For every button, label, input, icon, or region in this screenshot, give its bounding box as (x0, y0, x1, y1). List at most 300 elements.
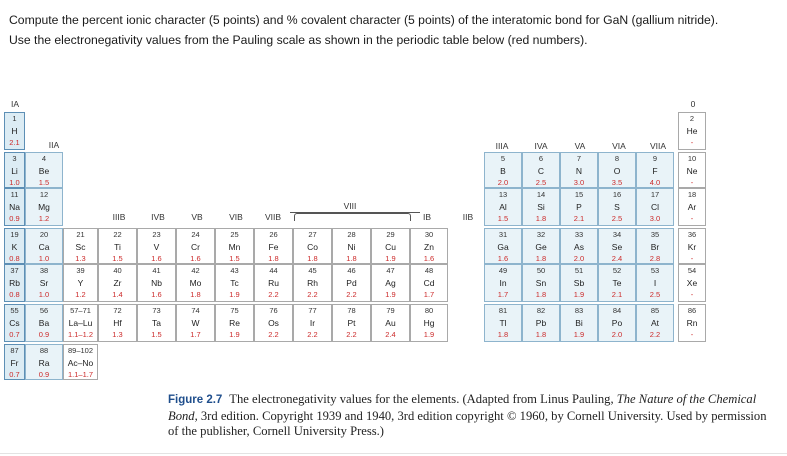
element-cell-ar (678, 188, 706, 226)
electronegativity-value: 1.7 (423, 290, 435, 299)
atomic-number: 29 (386, 230, 395, 239)
element-cell-sc (63, 228, 98, 264)
element-symbol: P (576, 202, 582, 212)
element-cell-li (4, 152, 25, 188)
atomic-number: 87 (10, 346, 19, 355)
element-symbol: Ta (152, 318, 161, 328)
electronegativity-value: 1.8 (535, 214, 547, 223)
electronegativity-value: 2.2 (268, 290, 279, 299)
element-cell-hg (410, 304, 448, 342)
electronegativity-value: 1.7 (497, 290, 509, 299)
element-symbol: La–Lu (68, 318, 93, 328)
element-symbol: F (652, 166, 658, 176)
electronegativity-value: 2.0 (611, 330, 623, 339)
group-label-iib: IIB (462, 212, 474, 222)
atomic-number: 43 (230, 266, 239, 275)
element-cell-k (4, 228, 25, 264)
element-symbol: Ac–No (67, 358, 94, 368)
atomic-number: 46 (347, 266, 356, 275)
group-label-0: 0 (690, 99, 696, 109)
element-symbol: Ge (535, 242, 547, 252)
element-cell-se (598, 228, 636, 264)
element-symbol: Mn (228, 242, 241, 252)
element-symbol: Nb (151, 278, 162, 288)
element-symbol: Li (11, 166, 18, 176)
electronegativity-value: 1.8 (268, 254, 279, 263)
element-cell-nb (137, 264, 176, 302)
element-cell-ca (25, 228, 63, 264)
electronegativity-value: 0.8 (9, 254, 20, 263)
atomic-number: 33 (574, 230, 584, 239)
element-cell-v (137, 228, 176, 264)
element-symbol: Ca (38, 242, 50, 252)
electronegativity-value: 3.5 (611, 178, 623, 187)
atomic-number: 38 (39, 266, 49, 275)
element-symbol: Mo (189, 278, 202, 288)
figure-label: Figure 2.7 (168, 394, 223, 406)
viii-bracket (294, 213, 411, 221)
element-symbol: Os (268, 318, 279, 328)
element-cell-pd (332, 264, 371, 302)
electronegativity-value: 2.2 (346, 330, 357, 339)
element-symbol: Ga (497, 242, 509, 252)
atomic-number: 5 (500, 154, 506, 163)
atomic-number: 39 (76, 266, 85, 275)
element-cell-b (484, 152, 522, 188)
atomic-number: 13 (498, 190, 508, 199)
atomic-number: 17 (650, 190, 660, 199)
atomic-number: 9 (652, 154, 658, 163)
electronegativity-value: 1.5 (112, 254, 123, 263)
group-label-iiia: IIIA (495, 141, 509, 151)
electronegativity-value: 2.5 (611, 214, 623, 223)
element-cell-ne (678, 152, 706, 188)
atomic-number: 89–102 (67, 346, 94, 355)
element-cell-ge (522, 228, 560, 264)
atomic-number: 40 (113, 266, 122, 275)
element-cell-he (678, 112, 706, 150)
question-line-2: Use the electronegativity values from the Pauling scale as shown in the periodic table below (red numbers). (9, 33, 588, 47)
electronegativity-value: 1.9 (423, 330, 435, 339)
element-symbol: Fr (10, 358, 19, 368)
element-cell-kr (678, 228, 706, 264)
element-symbol: Ag (385, 278, 396, 288)
electronegativity-value: 1.9 (573, 290, 585, 299)
element-symbol: Ru (268, 278, 279, 288)
element-symbol: I (653, 278, 657, 288)
electronegativity-value: 1.5 (497, 214, 509, 223)
atomic-number: 75 (230, 306, 239, 315)
atomic-number: 19 (10, 230, 19, 239)
electronegativity-value: 2.0 (573, 254, 585, 263)
element-symbol: K (11, 242, 18, 252)
electronegativity-value: 1.0 (38, 254, 50, 263)
element-cell-sn (522, 264, 560, 302)
element-cell-i (636, 264, 674, 302)
atomic-number: 50 (536, 266, 546, 275)
atomic-number: 6 (538, 154, 544, 163)
element-cell-rn (678, 304, 706, 342)
atomic-number: 47 (386, 266, 395, 275)
atomic-number: 18 (687, 190, 697, 199)
atomic-number: 76 (269, 306, 278, 315)
atomic-number: 26 (269, 230, 278, 239)
electronegativity-value: 0.7 (9, 370, 20, 379)
electronegativity-value: 0.9 (38, 370, 50, 379)
atomic-number: 57–71 (70, 306, 91, 315)
electronegativity-value: 3.0 (649, 214, 661, 223)
element-cell-w (176, 304, 215, 342)
atomic-number: 31 (498, 230, 508, 239)
electronegativity-value: 2.5 (649, 290, 661, 299)
electronegativity-value: 2.1 (9, 138, 20, 147)
electronegativity-value: 1.1–1.7 (67, 370, 94, 379)
element-symbol: Ir (309, 318, 316, 328)
element-symbol: Ar (687, 202, 697, 212)
electronegativity-value: 1.4 (112, 290, 123, 299)
electronegativity-value: 2.4 (611, 254, 623, 263)
atomic-number: 54 (687, 266, 697, 275)
electronegativity-value: 0.9 (38, 330, 50, 339)
electronegativity-value: 2.8 (649, 254, 661, 263)
electronegativity-value: 1.9 (385, 254, 396, 263)
element-symbol: Al (499, 202, 507, 212)
atomic-number: 28 (347, 230, 356, 239)
element-symbol: Cs (9, 318, 20, 328)
electronegativity-value: 1.6 (190, 254, 201, 263)
element-cell-mg (25, 188, 63, 226)
question-line-1: Compute the percent ionic character (5 points) and % covalent character (5 points) of the interatomic bond for GaN (gallium nitride). (9, 13, 719, 27)
element-cell-mn (215, 228, 254, 264)
group-label-va: VA (574, 141, 586, 151)
element-cell-fe (254, 228, 293, 264)
element-symbol: Po (611, 318, 623, 328)
element-cell-xe (678, 264, 706, 302)
element-cell-bi (560, 304, 598, 342)
electronegativity-value: 1.8 (535, 290, 547, 299)
group-label-iiib: IIIB (112, 212, 126, 222)
atomic-number: 24 (191, 230, 200, 239)
atomic-number: 1 (12, 114, 17, 123)
element-cell-cu (371, 228, 410, 264)
atomic-number: 52 (612, 266, 622, 275)
atomic-number: 45 (308, 266, 317, 275)
caption-text-a: The electronegativity values for the elements. (Adapted from Linus Pauling, (229, 392, 617, 406)
element-symbol: Si (537, 202, 545, 212)
atomic-number: 10 (687, 154, 697, 163)
element-cell-po (598, 304, 636, 342)
element-symbol: Sn (535, 278, 547, 288)
element-cell-te (598, 264, 636, 302)
electronegativity-value: 1.5 (38, 178, 50, 187)
element-cell-ir (293, 304, 332, 342)
element-symbol: Ne (686, 166, 698, 176)
electronegativity-value: 1.0 (9, 178, 20, 187)
element-symbol: At (650, 318, 660, 328)
element-symbol: N (575, 166, 583, 176)
atomic-number: 34 (612, 230, 622, 239)
element-symbol: Y (77, 278, 84, 288)
element-symbol: Tc (230, 278, 239, 288)
atomic-number: 84 (612, 306, 622, 315)
element-cell-as (560, 228, 598, 264)
electronegativity-value: - (690, 330, 694, 339)
element-symbol: Co (307, 242, 318, 252)
element-cell-ta (137, 304, 176, 342)
atomic-number: 27 (308, 230, 317, 239)
atomic-number: 25 (230, 230, 239, 239)
group-label-ib: IB (422, 212, 432, 222)
element-cell-tc (215, 264, 254, 302)
electronegativity-value: 2.5 (535, 178, 547, 187)
atomic-number: 12 (39, 190, 49, 199)
group-label-viib: VIIB (264, 212, 282, 222)
electronegativity-value: 1.8 (346, 254, 357, 263)
element-symbol: Pd (346, 278, 357, 288)
element-cell-re (215, 304, 254, 342)
element-symbol: Na (9, 202, 20, 212)
atomic-number: 42 (191, 266, 200, 275)
atomic-number: 82 (536, 306, 546, 315)
element-symbol: Cl (650, 202, 660, 212)
electronegativity-value: 1.2 (38, 214, 50, 223)
electronegativity-value: 1.5 (151, 330, 162, 339)
element-symbol: O (613, 166, 621, 176)
atomic-number: 86 (687, 306, 697, 315)
electronegativity-value: 1.3 (112, 330, 123, 339)
element-cell-be (25, 152, 63, 188)
atomic-number: 23 (152, 230, 161, 239)
atomic-number: 81 (498, 306, 508, 315)
group-label-iia: IIA (48, 140, 60, 150)
electronegativity-value: - (690, 178, 694, 187)
atomic-number: 72 (113, 306, 122, 315)
element-symbol: Ba (38, 318, 50, 328)
atomic-number: 2 (689, 114, 695, 123)
atomic-number: 7 (576, 154, 582, 163)
element-symbol: Kr (687, 242, 697, 252)
element-symbol: C (537, 166, 545, 176)
group-label-viii: VIII (343, 201, 357, 211)
figure-caption (168, 392, 780, 440)
electronegativity-value: 2.2 (307, 330, 318, 339)
element-symbol: Rb (9, 278, 20, 288)
element-cell-y (63, 264, 98, 302)
atomic-number: 37 (10, 266, 19, 275)
element-symbol: Ra (38, 358, 50, 368)
element-cell-si (522, 188, 560, 226)
element-symbol: As (574, 242, 584, 252)
element-cell-zr (98, 264, 137, 302)
electronegativity-value: 1.9 (573, 330, 585, 339)
element-cell-ni (332, 228, 371, 264)
atomic-number: 48 (424, 266, 434, 275)
electronegativity-value: 3.0 (573, 178, 585, 187)
element-symbol: S (614, 202, 620, 212)
electronegativity-value: 1.5 (229, 254, 240, 263)
electronegativity-value: 1.8 (307, 254, 318, 263)
element-symbol: W (191, 318, 200, 328)
element-cell-al (484, 188, 522, 226)
element-symbol: Ti (114, 242, 121, 252)
element-symbol: Zn (424, 242, 434, 252)
element-cell-au (371, 304, 410, 342)
element-symbol: Au (385, 318, 396, 328)
element-symbol: Se (611, 242, 623, 252)
caption-book-title: The Nature of the Chemical Bond, (168, 392, 757, 423)
electronegativity-value: 2.4 (385, 330, 396, 339)
element-symbol: Sc (75, 242, 86, 252)
element-symbol: Pt (347, 318, 356, 328)
electronegativity-value: 1.7 (190, 330, 201, 339)
atomic-number: 14 (536, 190, 546, 199)
element-symbol: Be (38, 166, 50, 176)
electronegativity-value: 2.2 (307, 290, 318, 299)
atomic-number: 20 (39, 230, 49, 239)
electronegativity-value: 1.6 (497, 254, 509, 263)
atomic-number: 8 (614, 154, 620, 163)
electronegativity-value: 1.0 (38, 290, 50, 299)
atomic-number: 56 (39, 306, 49, 315)
atomic-number: 3 (12, 154, 17, 163)
atomic-number: 36 (687, 230, 697, 239)
atomic-number: 16 (612, 190, 622, 199)
element-cell-rb (4, 264, 25, 302)
element-cell-pt (332, 304, 371, 342)
element-symbol: Xe (686, 278, 698, 288)
atomic-number: 77 (308, 306, 317, 315)
element-cell-ag (371, 264, 410, 302)
atomic-number: 32 (536, 230, 546, 239)
atomic-number: 30 (424, 230, 434, 239)
electronegativity-value: 1.1–1.2 (67, 330, 94, 339)
electronegativity-value: 1.2 (75, 290, 86, 299)
element-symbol: Br (650, 242, 660, 252)
element-cell-mo (176, 264, 215, 302)
atomic-number: 51 (574, 266, 584, 275)
electronegativity-value: 2.2 (268, 330, 279, 339)
group-label-ivb: IVB (151, 212, 165, 222)
element-symbol: He (686, 126, 698, 136)
element-symbol: Rn (686, 318, 698, 328)
atomic-number: 79 (386, 306, 395, 315)
atomic-number: 74 (191, 306, 200, 315)
element-cell-sb (560, 264, 598, 302)
group-label-vib: VIB (229, 212, 243, 222)
electronegativity-value: 1.8 (535, 254, 547, 263)
electronegativity-value: 2.0 (497, 178, 509, 187)
element-cell-in (484, 264, 522, 302)
atomic-number: 44 (269, 266, 278, 275)
electronegativity-value: 0.9 (9, 214, 20, 223)
electronegativity-value: 1.6 (423, 254, 435, 263)
electronegativity-value: 2.1 (573, 214, 585, 223)
element-symbol: Ni (347, 242, 356, 252)
element-cell-at (636, 304, 674, 342)
atomic-number: 85 (650, 306, 660, 315)
element-symbol: Sb (573, 278, 585, 288)
element-cell-ti (98, 228, 137, 264)
atomic-number: 21 (76, 230, 85, 239)
atomic-number: 78 (347, 306, 356, 315)
electronegativity-value: - (690, 214, 694, 223)
element-cell-fr (4, 344, 25, 380)
element-cell-n (560, 152, 598, 188)
element-cell-ra (25, 344, 63, 380)
atomic-number: 11 (10, 190, 19, 199)
electronegativity-value: 1.8 (535, 330, 547, 339)
element-symbol: Mg (38, 202, 50, 212)
element-cell-rh (293, 264, 332, 302)
element-symbol: Hf (113, 318, 122, 328)
element-cell-cl (636, 188, 674, 226)
element-cell-o (598, 152, 636, 188)
element-cell-sr (25, 264, 63, 302)
electronegativity-value: 2.2 (649, 330, 661, 339)
element-cell-co (293, 228, 332, 264)
electronegativity-value: 1.8 (190, 290, 201, 299)
element-symbol: Cd (423, 278, 435, 288)
element-symbol: Zr (113, 278, 122, 288)
electronegativity-value: 1.9 (229, 330, 240, 339)
atomic-number: 22 (113, 230, 122, 239)
element-symbol: Hg (423, 318, 435, 328)
electronegativity-value: 0.8 (9, 290, 20, 299)
electronegativity-value: 1.3 (75, 254, 86, 263)
element-cell-s (598, 188, 636, 226)
element-symbol: Rh (307, 278, 318, 288)
electronegativity-value: 2.1 (611, 290, 623, 299)
element-symbol: Bi (575, 318, 583, 328)
atomic-number: 83 (574, 306, 584, 315)
electronegativity-value: 1.6 (151, 290, 162, 299)
element-cell-ga (484, 228, 522, 264)
electronegativity-value: 0.7 (9, 330, 20, 339)
electronegativity-value: 1.8 (497, 330, 509, 339)
group-label-iva: IVA (534, 141, 548, 151)
element-cell-na (4, 188, 25, 226)
atomic-number: 55 (10, 306, 19, 315)
element-cell-cr (176, 228, 215, 264)
electronegativity-value: 1.9 (385, 290, 396, 299)
element-symbol: Tl (499, 318, 507, 328)
element-cell-br (636, 228, 674, 264)
element-cell-cs (4, 304, 25, 342)
element-symbol: B (500, 166, 506, 176)
electronegativity-value: - (690, 290, 694, 299)
element-symbol: Cu (385, 242, 396, 252)
element-cell-hf (98, 304, 137, 342)
electronegativity-value: 2.2 (346, 290, 357, 299)
electronegativity-value: 1.6 (151, 254, 162, 263)
electronegativity-value: 1.9 (229, 290, 240, 299)
element-cell-p (560, 188, 598, 226)
atomic-number: 35 (650, 230, 660, 239)
element-symbol: Re (229, 318, 240, 328)
group-label-via: VIA (612, 141, 626, 151)
element-cell-h (4, 112, 25, 150)
element-symbol: Sr (39, 278, 49, 288)
atomic-number: 80 (424, 306, 434, 315)
element-symbol: Cr (191, 242, 200, 252)
element-cell-cd (410, 264, 448, 302)
atomic-number: 15 (574, 190, 584, 199)
caption-text-b: 3rd edition. Copyright 1939 and 1940, 3rd edition copyright © 1960, by Cornell University. Used by permission of the publisher, Cornell University Press.) (168, 408, 767, 439)
element-symbol: Fe (268, 242, 279, 252)
group-label-ia: IA (10, 99, 20, 109)
electronegativity-value: 4.0 (649, 178, 661, 187)
element-cell-pb (522, 304, 560, 342)
